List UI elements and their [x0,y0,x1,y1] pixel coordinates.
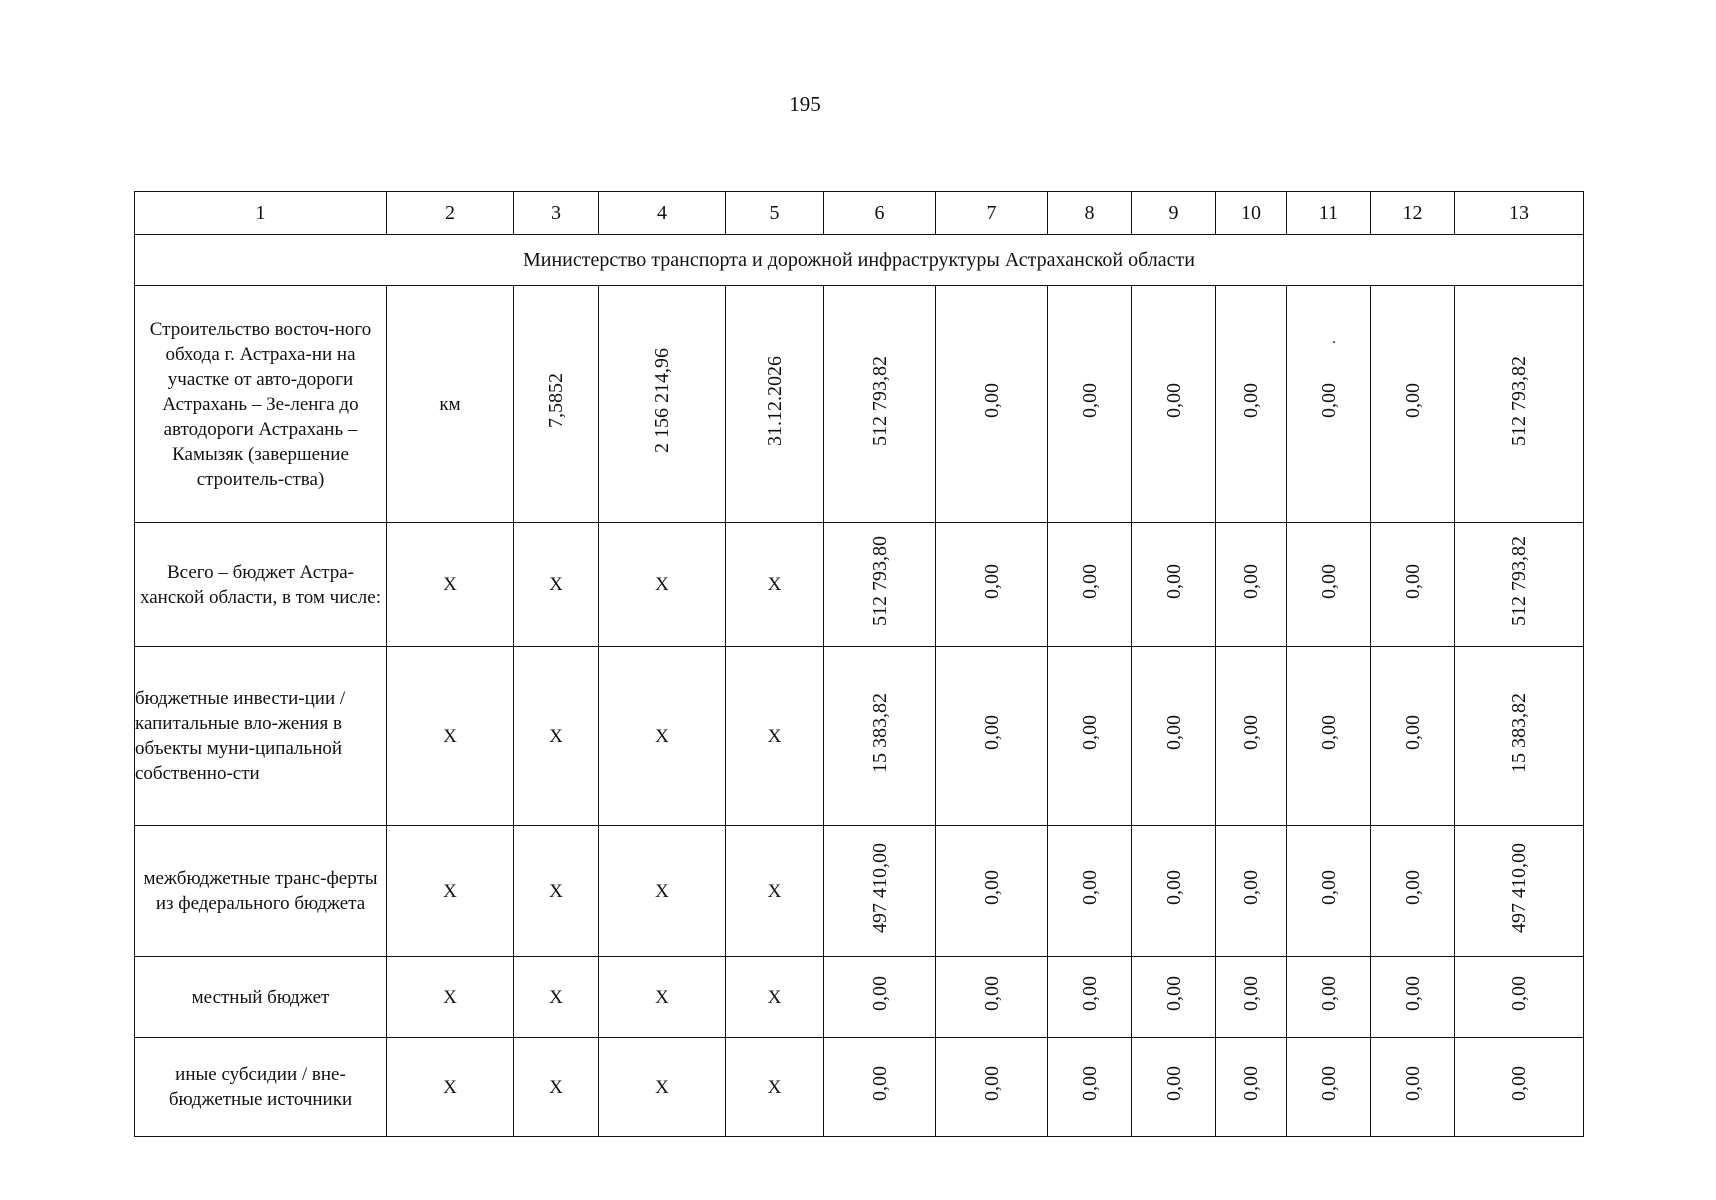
value-text: 0,00 [1162,870,1185,905]
table-row [135,647,1584,826]
x-cell: X [599,647,726,826]
x-cell: X [726,826,824,957]
value-cell [1287,957,1371,1038]
table-row [135,957,1584,1038]
value-cell [824,523,936,647]
value-cell [1216,647,1287,826]
value-cell [1455,826,1584,957]
value-cell [1455,957,1584,1038]
x-cell: X [387,1038,514,1137]
value-text: 0,00 [980,383,1003,418]
header-cell: 7 [936,192,1048,235]
value-cell [1048,523,1132,647]
value-text: 0,00 [1401,715,1424,750]
value-cell [1455,523,1584,647]
scan-speck [1333,341,1335,343]
value-text: 31.12.2026 [763,355,786,446]
table-row [135,1038,1584,1137]
x-cell: X [514,957,599,1038]
row-name: бюджетные инвести-ции / капитальные вло-жения в объекты муни-ципальной собственно-сти [135,647,387,826]
value-text: 0,00 [1240,870,1262,905]
value-cell [1287,826,1371,957]
header-cell: 10 [1216,192,1287,235]
value-cell [1132,1038,1216,1137]
table-row [135,286,1584,523]
value-cell [1048,286,1132,523]
value-cell [824,1038,936,1137]
x-cell: X [726,523,824,647]
value-cell [1132,647,1216,826]
value-text: 0,00 [1401,563,1424,599]
row-name: местный бюджет [135,957,387,1038]
value-text: 2 156 214,96 [651,348,673,453]
value-cell [1048,1038,1132,1137]
value-cell [1287,647,1371,826]
value-text: 0,00 [1162,383,1185,418]
value-cell [1287,1038,1371,1137]
x-cell: X [387,647,514,826]
x-cell: X [599,1038,726,1137]
value-text: 0,00 [1078,1066,1101,1101]
value-text: 0,00 [1240,976,1262,1011]
value-cell [1216,826,1287,957]
value-cell [1048,957,1132,1038]
value-cell [1287,523,1371,647]
value-text: 0,00 [1162,715,1185,750]
value-text: 0,00 [1508,1066,1530,1101]
value-text: 497 410,00 [1508,842,1530,933]
value-cell [1216,1038,1287,1137]
header-cell: 5 [726,192,824,235]
x-cell: X [387,523,514,647]
value-text: 15 383,82 [868,692,891,773]
row-name: межбюджетные транс-ферты из федерального бюджета [135,826,387,957]
value-text: 0,00 [1317,976,1340,1011]
header-cell: 11 [1287,192,1371,235]
budget-table [134,191,1584,1137]
value-text: 0,00 [1401,383,1424,418]
value-cell [824,826,936,957]
header-cell: 12 [1371,192,1455,235]
value-text: 0,00 [1078,563,1101,599]
header-cell: 1 [135,192,387,235]
value-text: 0,00 [980,715,1003,750]
value-text: 0,00 [1317,1066,1340,1101]
value-cell [1371,1038,1455,1137]
x-cell: X [599,826,726,957]
value-text: 15 383,82 [1508,692,1530,773]
value-text: 0,00 [1078,715,1101,750]
header-row [135,192,1584,235]
value-cell [599,286,726,523]
value-text: 0,00 [980,976,1003,1011]
x-cell: X [726,957,824,1038]
value-text: 0,00 [1317,715,1340,750]
value-cell [1455,286,1584,523]
value-text: 512 793,82 [868,355,891,446]
value-text: 512 793,82 [1508,536,1530,626]
value-text: 0,00 [868,976,891,1011]
x-cell: X [599,523,726,647]
value-text: 0,00 [1078,870,1101,905]
value-cell [936,286,1048,523]
header-cell: 4 [599,192,726,235]
value-text: 0,00 [980,1066,1003,1101]
value-text: 0,00 [868,1066,891,1101]
value-text: 0,00 [1162,976,1185,1011]
value-text: 0,00 [1317,383,1340,418]
x-cell: X [599,957,726,1038]
value-text: 0,00 [1240,563,1262,599]
value-text: 7,5852 [545,373,567,428]
x-cell: X [514,1038,599,1137]
value-text: 0,00 [1401,1066,1424,1101]
x-cell: X [726,647,824,826]
value-cell [1048,826,1132,957]
value-cell [1371,826,1455,957]
row-name: Строительство восточ-ного обхода г. Астраха-ни на участке от авто-дороги Астрахань – Зе-ленга до автодороги Астрахань – Камызяк (завершение строитель-ства) [135,286,387,523]
x-cell: X [387,957,514,1038]
value-text: 0,00 [1240,715,1262,750]
value-cell [1455,647,1584,826]
header-cell: 8 [1048,192,1132,235]
x-cell: X [514,647,599,826]
value-text: 0,00 [1401,976,1424,1011]
header-cell: 6 [824,192,936,235]
header-cell: 3 [514,192,599,235]
value-cell [936,1038,1048,1137]
value-text: 0,00 [1508,976,1530,1011]
value-text: 0,00 [980,870,1003,905]
value-text: 0,00 [1317,563,1340,599]
table-row [135,523,1584,647]
x-cell: X [514,523,599,647]
ministry-title: Министерство транспорта и дорожной инфраструктуры Астраханской области [135,235,1584,286]
value-cell [1132,957,1216,1038]
value-text: 0,00 [1078,383,1101,418]
value-text: 0,00 [1162,563,1185,599]
x-cell: X [514,826,599,957]
value-text: 512 793,80 [868,536,891,626]
value-cell [1132,826,1216,957]
value-cell [514,286,599,523]
value-text: 0,00 [1162,1066,1185,1101]
x-cell: X [387,826,514,957]
value-cell [936,647,1048,826]
value-cell [1371,286,1455,523]
value-cell [1048,647,1132,826]
page-number: 195 [789,92,821,116]
value-cell [1371,647,1455,826]
unit-cell: км [387,286,514,523]
value-text: 0,00 [1240,383,1262,418]
value-cell [1132,523,1216,647]
table-row [135,826,1584,957]
value-text: 0,00 [980,563,1003,599]
value-cell [824,647,936,826]
value-cell [936,523,1048,647]
value-cell [936,826,1048,957]
value-cell [824,286,936,523]
row-name: иные субсидии / вне-бюджетные источники [135,1038,387,1137]
value-text: 512 793,82 [1508,355,1530,446]
row-name: Всего – бюджет Астра-ханской области, в том числе: [135,523,387,647]
value-cell [1287,286,1371,523]
x-cell: X [726,1038,824,1137]
value-cell [936,957,1048,1038]
header-cell: 2 [387,192,514,235]
value-text: 0,00 [1240,1066,1262,1101]
header-cell: 13 [1455,192,1584,235]
value-cell [1455,1038,1584,1137]
value-cell [824,957,936,1038]
value-cell [1132,286,1216,523]
value-cell [1371,957,1455,1038]
value-text: 0,00 [1401,870,1424,905]
value-cell [1216,286,1287,523]
value-text: 0,00 [1078,976,1101,1011]
value-cell [1216,523,1287,647]
value-cell [726,286,824,523]
value-cell [1371,523,1455,647]
header-cell: 9 [1132,192,1216,235]
ministry-row [135,235,1584,286]
value-text: 497 410,00 [868,842,891,933]
value-text: 0,00 [1317,870,1340,905]
value-cell [1216,957,1287,1038]
